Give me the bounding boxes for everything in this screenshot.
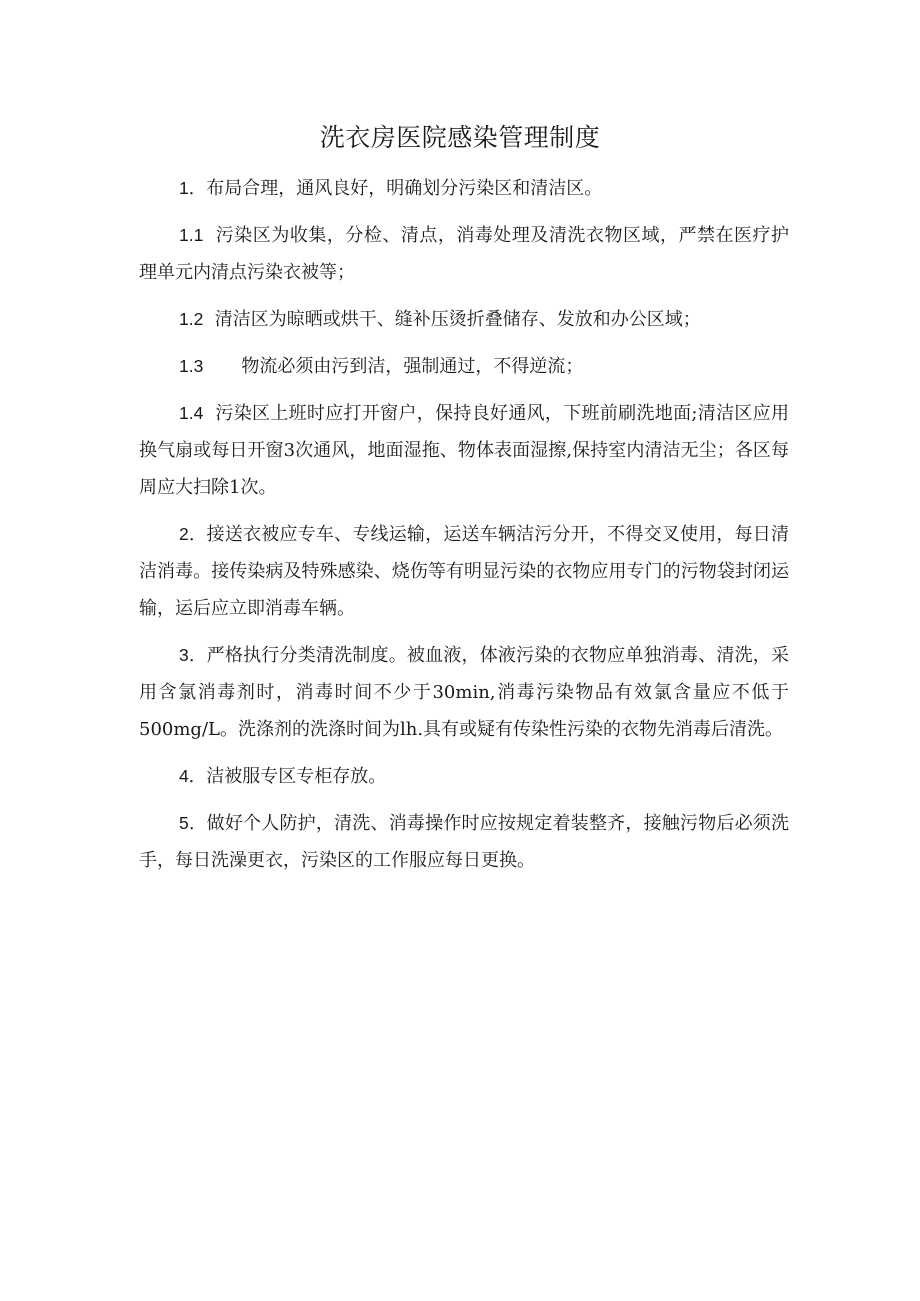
paragraph-text: 物流必须由污到洁，强制通过，不得逆流； [241, 356, 584, 377]
paragraph-text: 污染区为收集，分检、清点，消毒处理及清洗衣物区域，严禁在医疗护理单元内清点污染衣被等； [139, 225, 789, 283]
paragraph-text: 接送衣被应专车、专线运输，运送车辆洁污分开，不得交叉使用，每日清洁消毒。接传染病及特殊感染、烧伤等有明显污染的衣物应用专门的污物袋封闭运输，运后应立即消毒车辆。 [139, 524, 790, 619]
paragraph-number: 1.3 [179, 356, 204, 376]
paragraph-text: 做好个人防护，清洗、消毒操作时应按规定着装整齐，接触污物后必须洗手，每日洗澡更衣，污染区的工作服应每日更换。 [139, 813, 790, 871]
paragraph-2 [139, 516, 789, 627]
paragraph-1-4 [139, 395, 789, 506]
paragraph-number: 1.4 [179, 403, 204, 423]
paragraph-3 [139, 637, 789, 748]
paragraph-number: 2． [179, 524, 207, 544]
paragraph-number: 1． [179, 178, 207, 198]
paragraph-number: 1.2 [179, 309, 204, 329]
paragraph-number: 3． [179, 645, 207, 665]
paragraph-text: 清洁区为晾晒或烘干、缝补压烫折叠储存、发放和办公区域； [214, 309, 701, 330]
paragraph-1-1 [139, 217, 789, 291]
paragraph-5 [139, 805, 789, 879]
paragraph-1-3 [139, 348, 789, 385]
page-title: 洗衣房医院感染管理制度 [319, 123, 601, 152]
paragraph-text: 污染区上班时应打开窗户，保持良好通风，下班前刷洗地面;清洁区应用换气扇或每日开窗3次通风，地面湿拖、物体表面湿擦,保持室内清洁无尘；各区每周应大扫除1次。 [139, 403, 789, 498]
paragraph-1 [139, 170, 789, 207]
paragraph-1-2 [139, 301, 789, 338]
paragraph-text: 布局合理，通风良好，明确划分污染区和清洁区。 [206, 178, 603, 199]
paragraph-text: 洁被服专区专柜存放。 [206, 766, 387, 787]
paragraph-number: 4． [179, 766, 207, 786]
paragraph-number: 1.1 [179, 225, 204, 245]
paragraph-4 [139, 758, 789, 795]
paragraph-number: 5． [179, 813, 207, 833]
document-body [139, 170, 789, 889]
paragraph-text: 严格执行分类清洗制度。被血液，体液污染的衣物应单独消毒、清洗，采用含氯消毒剂时，消毒时间不少于30min,消毒污染物品有效氯含量应不低于500mg∕L。洗涤剂的洗涤时间为lh.具有或疑有传染性污染的衣物先消毒后清洗。 [139, 645, 790, 740]
